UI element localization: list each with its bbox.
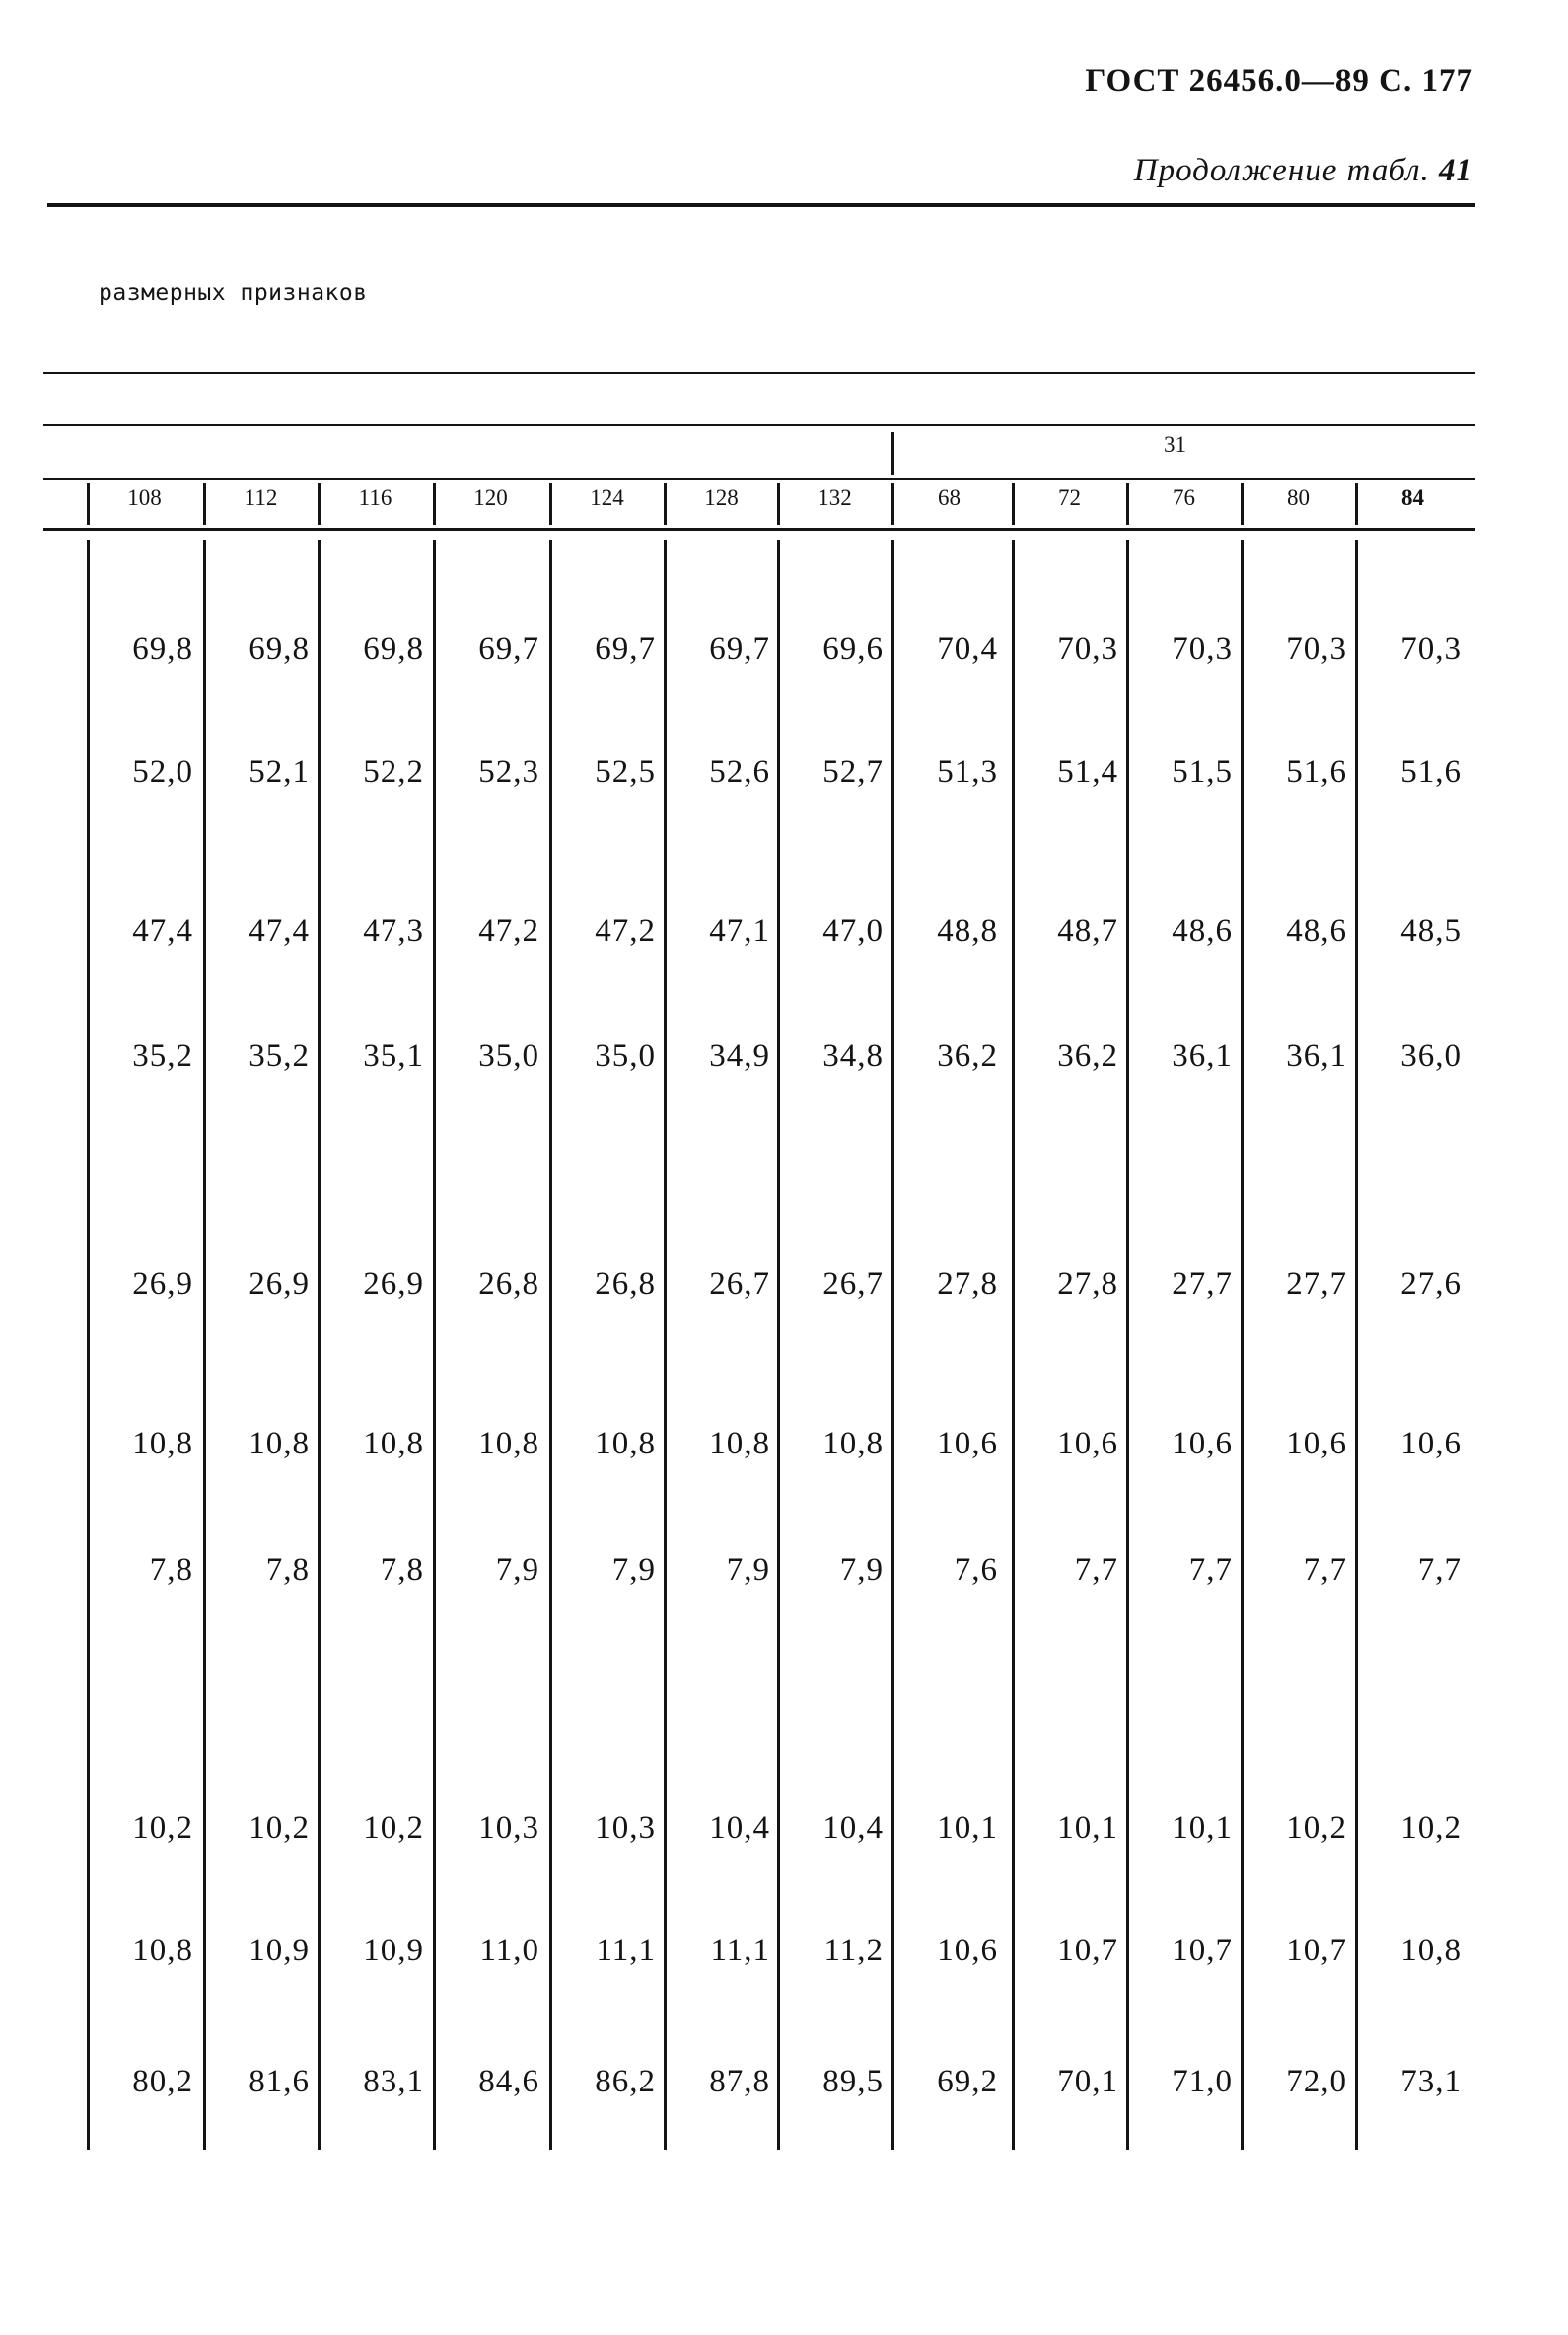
header-rule-upper xyxy=(43,424,1475,426)
table-cell: 11,0 xyxy=(479,1933,539,1968)
continuation-text: Продолжение табл. xyxy=(1133,153,1430,188)
table-cell: 7,9 xyxy=(839,1552,884,1588)
table-cell: 35,1 xyxy=(363,1038,424,1074)
column-header: 128 xyxy=(704,485,739,510)
table-cell: 84,6 xyxy=(478,2064,539,2099)
table-cell: 7,9 xyxy=(726,1552,770,1588)
table-cell: 47,4 xyxy=(249,913,310,949)
group-divider-rule xyxy=(43,478,1475,480)
table-cell: 47,3 xyxy=(363,913,424,949)
table-cell: 11,2 xyxy=(823,1933,884,1968)
table-cell: 47,2 xyxy=(595,913,656,949)
table-cell: 52,1 xyxy=(249,754,310,790)
table-cell: 10,1 xyxy=(1057,1810,1118,1846)
table-cell: 10,8 xyxy=(478,1426,539,1461)
table-cell: 69,2 xyxy=(937,2064,998,2099)
table-cell: 52,5 xyxy=(595,754,656,790)
table-top-rule xyxy=(43,372,1475,374)
table-cell: 11,1 xyxy=(710,1933,770,1968)
table-continuation-label xyxy=(1134,153,1473,189)
table-cell: 73,1 xyxy=(1400,2064,1461,2099)
table-cell: 10,7 xyxy=(1057,1933,1118,1968)
table-cell: 26,8 xyxy=(478,1266,539,1302)
table-cell: 10,8 xyxy=(363,1426,424,1461)
table-cell: 81,6 xyxy=(249,2064,310,2099)
table-cell: 47,2 xyxy=(478,913,539,949)
table-cell: 26,8 xyxy=(595,1266,656,1302)
column-header: 112 xyxy=(244,485,278,510)
table-cell: 7,7 xyxy=(1417,1552,1461,1588)
column-header: 68 xyxy=(938,485,961,510)
table-cell: 10,8 xyxy=(132,1426,193,1461)
table-cell: 10,1 xyxy=(1172,1810,1233,1846)
table-cell: 10,7 xyxy=(1286,1933,1347,1968)
table-cell: 26,9 xyxy=(363,1266,424,1302)
table-cell: 87,8 xyxy=(709,2064,770,2099)
table-cell: 7,9 xyxy=(611,1552,656,1588)
table-cell: 35,0 xyxy=(478,1038,539,1074)
column-header: 132 xyxy=(818,485,852,510)
column-header: 124 xyxy=(590,485,624,510)
table-cell: 10,6 xyxy=(1286,1426,1347,1461)
table-cell: 27,8 xyxy=(1057,1266,1118,1302)
table-cell: 34,9 xyxy=(709,1038,770,1074)
table-cell: 10,8 xyxy=(709,1426,770,1461)
table-cell: 10,9 xyxy=(363,1933,424,1968)
table-cell: 36,2 xyxy=(1057,1038,1118,1074)
table-cell: 70,3 xyxy=(1057,631,1118,667)
table-cell: 10,8 xyxy=(822,1426,884,1461)
table-cell: 89,5 xyxy=(822,2064,884,2099)
table-cell: 52,7 xyxy=(822,754,884,790)
table-cell: 48,8 xyxy=(937,913,998,949)
table-cell: 10,4 xyxy=(709,1810,770,1846)
table-cell: 26,7 xyxy=(709,1266,770,1302)
table-cell: 69,7 xyxy=(595,631,656,667)
table-cell: 36,2 xyxy=(937,1038,998,1074)
table-cell: 35,0 xyxy=(595,1038,656,1074)
table-cell: 10,6 xyxy=(937,1426,998,1461)
table-cell: 48,7 xyxy=(1057,913,1118,949)
table-cell: 48,6 xyxy=(1286,913,1347,949)
table-cell: 51,5 xyxy=(1172,754,1233,790)
table-cell: 10,9 xyxy=(249,1933,310,1968)
table-cell: 10,3 xyxy=(595,1810,656,1846)
table-cell: 52,2 xyxy=(363,754,424,790)
table-cell: 7,8 xyxy=(149,1552,193,1588)
table-cell: 10,4 xyxy=(822,1810,884,1846)
table-cell: 36,1 xyxy=(1286,1038,1347,1074)
table-cell: 69,8 xyxy=(363,631,424,667)
table-cell: 70,3 xyxy=(1172,631,1233,667)
table-cell: 36,1 xyxy=(1172,1038,1233,1074)
table-cell: 10,8 xyxy=(132,1933,193,1968)
table-cell: 10,8 xyxy=(1400,1933,1461,1968)
table-cell: 69,7 xyxy=(478,631,539,667)
table-cell: 10,2 xyxy=(249,1810,310,1846)
column-header: 72 xyxy=(1058,485,1081,510)
table-cell: 10,2 xyxy=(1400,1810,1461,1846)
table-cell: 10,2 xyxy=(132,1810,193,1846)
table-cell: 10,6 xyxy=(937,1933,998,1968)
table-cell: 69,6 xyxy=(822,631,884,667)
table-cell: 86,2 xyxy=(595,2064,656,2099)
table-cell: 51,3 xyxy=(937,754,998,790)
table-cell: 7,8 xyxy=(380,1552,424,1588)
table-cell: 34,8 xyxy=(822,1038,884,1074)
table-cell: 52,3 xyxy=(478,754,539,790)
table-cell: 71,0 xyxy=(1172,2064,1233,2099)
column-header: 116 xyxy=(358,485,392,510)
table-cell: 83,1 xyxy=(363,2064,424,2099)
table-cell: 51,6 xyxy=(1400,754,1461,790)
table-cell: 10,1 xyxy=(937,1810,998,1846)
table-cell: 7,7 xyxy=(1303,1552,1347,1588)
table-cell: 10,3 xyxy=(478,1810,539,1846)
table-cell: 70,3 xyxy=(1286,631,1347,667)
table-cell: 26,7 xyxy=(822,1266,884,1302)
table-cell: 7,6 xyxy=(954,1552,998,1588)
table-cell: 35,2 xyxy=(132,1038,193,1074)
table-cell: 26,9 xyxy=(249,1266,310,1302)
table-cell: 47,4 xyxy=(132,913,193,949)
table-cell: 52,0 xyxy=(132,754,193,790)
table-cell: 10,6 xyxy=(1057,1426,1118,1461)
table-cell: 69,8 xyxy=(132,631,193,667)
table-cell: 7,7 xyxy=(1074,1552,1118,1588)
table-cell: 47,1 xyxy=(709,913,770,949)
table-cell: 11,1 xyxy=(596,1933,656,1968)
table-cell: 10,2 xyxy=(1286,1810,1347,1846)
table-cell: 47,0 xyxy=(822,913,884,949)
header-rule xyxy=(47,203,1475,207)
table-cell: 26,9 xyxy=(132,1266,193,1302)
table-cell: 10,8 xyxy=(595,1426,656,1461)
column-header: 80 xyxy=(1287,485,1310,510)
table-cell: 48,6 xyxy=(1172,913,1233,949)
document-reference: ГОСТ 26456.0—89 С. 177 xyxy=(1085,63,1473,99)
column-header: 84 xyxy=(1401,485,1424,510)
table-cell: 27,8 xyxy=(937,1266,998,1302)
table-cell: 35,2 xyxy=(249,1038,310,1074)
table-number: 41 xyxy=(1439,153,1473,188)
table-cell: 10,6 xyxy=(1400,1426,1461,1461)
table-cell: 36,0 xyxy=(1400,1038,1461,1074)
table-cell: 7,8 xyxy=(265,1552,310,1588)
table-cell: 69,7 xyxy=(709,631,770,667)
table-cell: 7,9 xyxy=(495,1552,539,1588)
table-cell: 72,0 xyxy=(1286,2064,1347,2099)
table-subtitle: размерных признаков xyxy=(99,280,368,306)
column-header: 76 xyxy=(1173,485,1195,510)
table-cell: 7,7 xyxy=(1188,1552,1233,1588)
table-cell: 10,2 xyxy=(363,1810,424,1846)
table-cell: 27,7 xyxy=(1286,1266,1347,1302)
table-cell: 70,3 xyxy=(1400,631,1461,667)
table-cell: 70,4 xyxy=(937,631,998,667)
table-cell: 70,1 xyxy=(1057,2064,1118,2099)
column-header: 120 xyxy=(473,485,508,510)
table-cell: 52,6 xyxy=(709,754,770,790)
table-cell: 51,4 xyxy=(1057,754,1118,790)
column-header-bottom-rule xyxy=(43,528,1475,531)
table-cell: 10,8 xyxy=(249,1426,310,1461)
group-divider-line xyxy=(891,432,894,475)
table-cell: 69,8 xyxy=(249,631,310,667)
table-cell: 51,6 xyxy=(1286,754,1347,790)
table-cell: 10,6 xyxy=(1172,1426,1233,1461)
group-label: 31 xyxy=(1164,432,1186,457)
table-cell: 27,7 xyxy=(1172,1266,1233,1302)
table-cell: 10,7 xyxy=(1172,1933,1233,1968)
table-cell: 80,2 xyxy=(132,2064,193,2099)
table-cell: 48,5 xyxy=(1400,913,1461,949)
table-cell: 27,6 xyxy=(1400,1266,1461,1302)
column-header: 108 xyxy=(127,485,162,510)
